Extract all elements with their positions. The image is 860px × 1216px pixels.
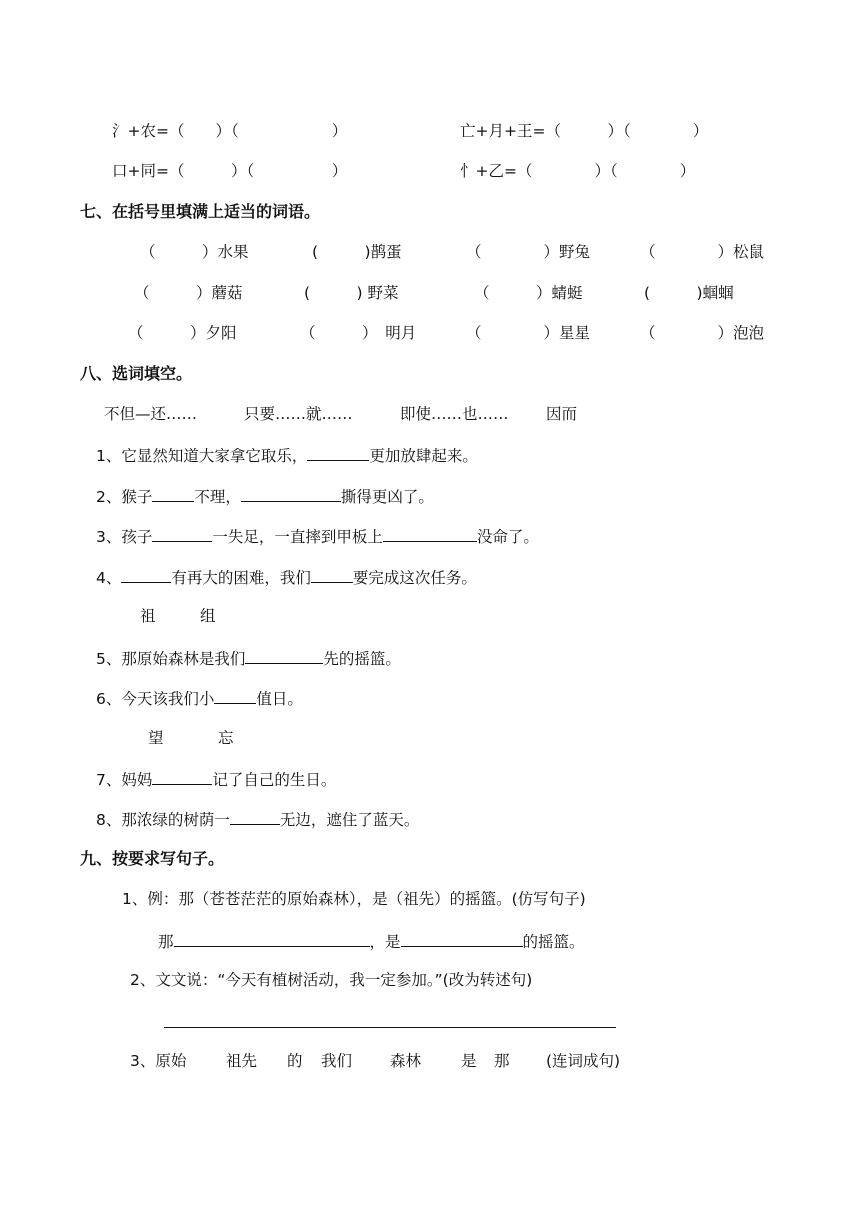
question-8-6: 6、今天该我们小 值日。 bbox=[96, 687, 303, 709]
scrambled-word: 的 bbox=[287, 1052, 303, 1070]
fill-word-item: （ ）星星 bbox=[466, 324, 591, 342]
fill-word-item: （ ）水果 bbox=[140, 243, 249, 261]
char-compose-row2-right: 忄+乙=（ ）（ ） bbox=[460, 162, 696, 180]
answer-blank[interactable] bbox=[383, 525, 477, 542]
answer-blank[interactable] bbox=[174, 930, 370, 947]
scrambled-word: 那 bbox=[494, 1052, 510, 1070]
scrambled-word: 森林 bbox=[390, 1052, 422, 1070]
scrambled-word: 祖先 bbox=[226, 1052, 258, 1070]
instruction-note: (连词成句) bbox=[546, 1052, 621, 1070]
word-option: 望 bbox=[148, 729, 164, 747]
scrambled-word: 是 bbox=[461, 1052, 477, 1070]
word-option: 不但—还…… bbox=[104, 405, 198, 423]
word-option: 祖 bbox=[140, 607, 156, 625]
scrambled-word: 我们 bbox=[321, 1052, 353, 1070]
answer-blank[interactable] bbox=[401, 930, 523, 947]
answer-blank[interactable] bbox=[230, 808, 280, 825]
fill-word-item: （ ）夕阳 bbox=[128, 324, 237, 342]
char-compose-row1-right: 亡+月+王=（ ）（ ） bbox=[460, 122, 709, 140]
word-option: 组 bbox=[200, 607, 216, 625]
word-option: 只要……就…… bbox=[244, 405, 353, 423]
fill-word-item: （ ）蘑菇 bbox=[134, 284, 243, 302]
fill-word-item: （ ）泡泡 bbox=[640, 324, 765, 342]
fill-word-item: （ ） 明月 bbox=[300, 324, 417, 342]
question-9-1-fill: 那 ，是 的摇篮。 bbox=[158, 930, 585, 952]
word-option: 因而 bbox=[546, 405, 578, 423]
fill-word-item: （ ）蜻蜓 bbox=[474, 284, 583, 302]
fill-word-item: （ ）野兔 bbox=[466, 243, 591, 261]
question-8-7: 7、妈妈 记了自己的生日。 bbox=[96, 768, 336, 790]
char-compose-row2-left: 口+同=（ ）（ ） bbox=[112, 162, 348, 180]
question-9-2: 2、文文说：“今天有植树活动，我一定参加。”(改为转述句) bbox=[130, 971, 533, 989]
fill-word-item: ( ) 野菜 bbox=[304, 284, 399, 302]
answer-blank[interactable] bbox=[121, 566, 171, 583]
question-8-2: 2、猴子 不理， 撕得更凶了。 bbox=[96, 485, 434, 507]
question-8-3: 3、孩子 一失足，一直摔到甲板上 没命了。 bbox=[96, 525, 539, 547]
question-8-5: 5、那原始森林是我们 先的摇篮。 bbox=[96, 647, 401, 669]
answer-blank[interactable] bbox=[152, 768, 212, 785]
answer-blank[interactable] bbox=[311, 566, 353, 583]
answer-blank[interactable] bbox=[245, 647, 323, 664]
question-8-1: 1、它显然知道大家拿它取乐， 更加放肆起来。 bbox=[96, 444, 478, 466]
fill-word-item: （ ）松鼠 bbox=[640, 243, 765, 261]
question-9-3: 3、原始 bbox=[130, 1052, 187, 1070]
char-compose-row1-left: 氵+农=（ ）（ ） bbox=[112, 122, 348, 140]
fill-word-item: ( )蝈蝈 bbox=[644, 284, 734, 302]
answer-blank[interactable] bbox=[307, 444, 369, 461]
section9-heading: 九、按要求写句子。 bbox=[80, 849, 225, 868]
answer-line[interactable] bbox=[164, 1027, 616, 1028]
question-9-1: 1、例：那（苍苍茫茫的原始森林），是（祖先）的摇篮。(仿写句子) bbox=[122, 890, 586, 908]
fill-word-item: ( )鹊蛋 bbox=[312, 243, 402, 261]
section7-heading: 七、在括号里填满上适当的词语。 bbox=[80, 202, 321, 221]
question-8-8: 8、那浓绿的树荫一 无边，遮住了蓝天。 bbox=[96, 808, 419, 830]
word-option: 忘 bbox=[218, 729, 234, 747]
word-option: 即使……也…… bbox=[400, 405, 509, 423]
section8-heading: 八、选词填空。 bbox=[80, 364, 193, 383]
question-8-4: 4、 有再大的困难，我们 要完成这次任务。 bbox=[96, 566, 477, 588]
answer-blank[interactable] bbox=[152, 485, 194, 502]
answer-blank[interactable] bbox=[241, 485, 341, 502]
answer-blank[interactable] bbox=[214, 687, 256, 704]
answer-blank[interactable] bbox=[152, 525, 212, 542]
